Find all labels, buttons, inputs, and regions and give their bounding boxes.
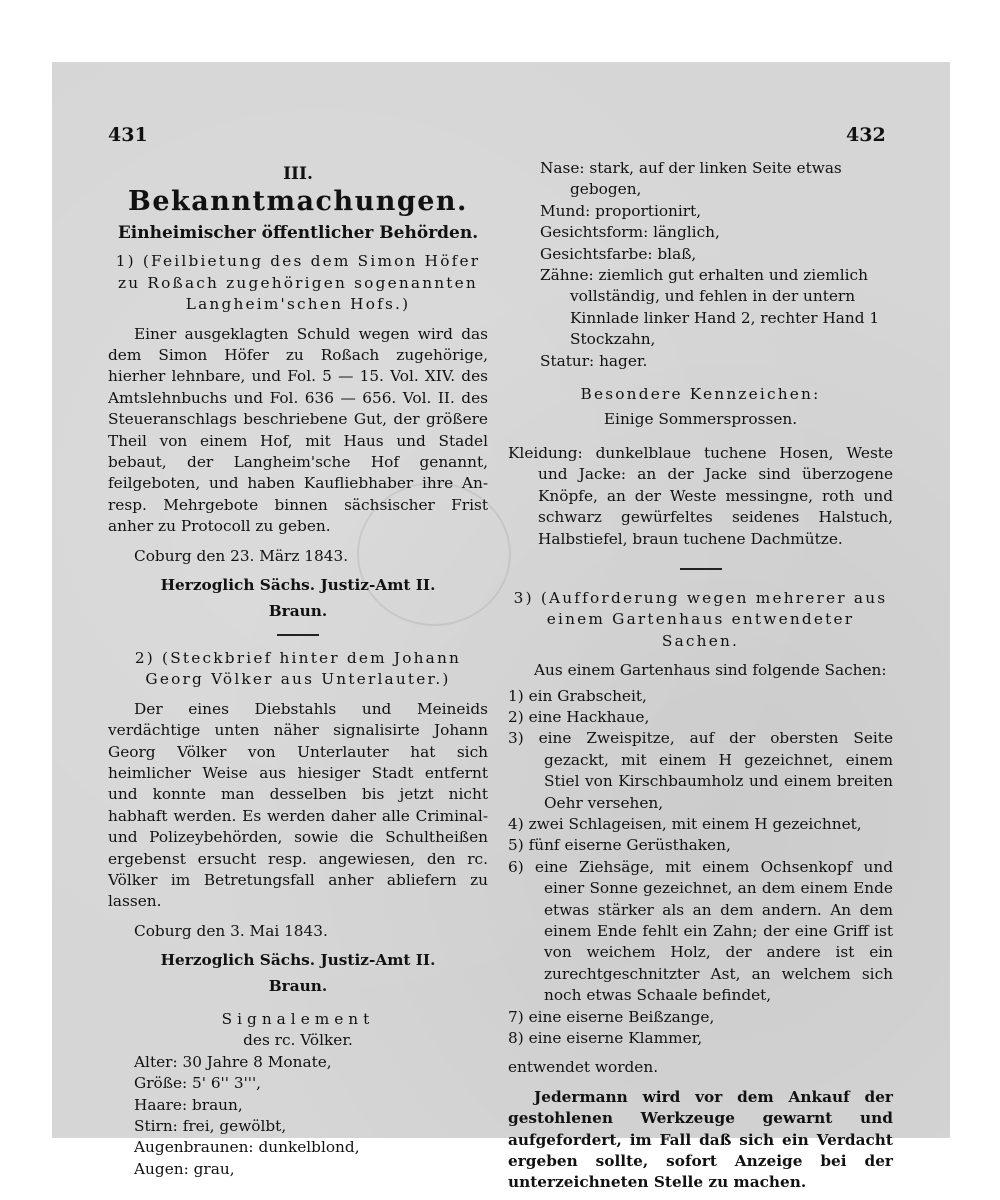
trait-line: Größe: 5' 6'' 3''',: [134, 1074, 262, 1093]
list-item: 2) eine Hackhaue,: [508, 707, 650, 726]
page-number-right: 432: [846, 124, 886, 146]
notice1-signature: Braun.: [268, 601, 328, 620]
list-item: 4) zwei Schlageisen, mit einem H gezeichnet,: [508, 814, 862, 833]
notice3-closing: Jedermann wird vor dem Ankauf der gestohlenen Werkzeuge gewarnt und aufgefordert, im Fall daß sich ein Verdacht ergeben sollte, sofort Anzeige bei der unterzeichneten Stelle zu machen.: [508, 1087, 893, 1192]
stolen-items-list: [508, 686, 893, 1050]
section-subtitle: Einheimischer öffentlicher Behörden.: [117, 223, 479, 244]
list-item: 6) eine Ziehsäge, mit einem Ochsenkopf und einer Sonne gezeichnet, an dem einem Ende etwas stärker als an dem andern. An dem einem Ende fehlt ein Zahn; der eine Griff ist von weichem Holz, der andere ist ein zurechtgeschnitzter Ast, an welchem sich noch etwas Schaale befindet,: [508, 857, 893, 1005]
trait-line: Gesichtsfarbe: blaß,: [540, 244, 697, 263]
list-item: 8) eine eiserne Klammer,: [508, 1029, 703, 1048]
clothing-description: Kleidung: dunkelblaue tuchene Hosen, Weste und Jacke: an der Jacke sind überzogene Knöpfe, an der Weste messingne, roth und schwarz gewürfeltes seidenes Halstuch, Halbstiefel, braun tuchene Dachmütze.: [508, 443, 893, 548]
trait-line: Mund: proportionirt,: [540, 201, 702, 220]
trait-line: Zähne: ziemlich gut erhalten und ziemlich vollständig, und fehlen in der untern Kinnlade linker Hand 2, rechter Hand 1 Stockzahn,: [540, 266, 880, 349]
divider-rule: [277, 634, 319, 636]
list-item: 7) eine eiserne Beißzange,: [508, 1007, 715, 1026]
notice2-office: Herzoglich Sächs. Justiz-Amt II.: [160, 951, 436, 970]
signalement-traits: [108, 1052, 488, 1180]
trait-line: Alter: 30 Jahre 8 Monate,: [134, 1052, 332, 1071]
notice3-heading: 3) (Aufforderung wegen mehrerer aus einem Gartenhaus entwendeter Sachen.: [513, 588, 888, 650]
signalement-title: Signalement: [221, 1010, 375, 1028]
left-column: [108, 158, 488, 1180]
trait-line: Stirn: frei, gewölbt,: [134, 1117, 287, 1136]
notice3-intro: Aus einem Gartenhaus sind folgende Sachen:: [534, 661, 887, 680]
signalement-traits-continued: [508, 158, 893, 372]
notice2-date: Coburg den 3. Mai 1843.: [134, 921, 328, 940]
notice1-body: Einer ausgeklagten Schuld wegen wird das dem Simon Höfer zu Roßach zugehörige, hierher lehnbare, und Fol. 5 — 15. Vol. XIV. des Amtslehnbuchs und Fol. 636 — 656. Vol. II. des Steueranschlags beschriebene Gut, der größere Theil von einem Hof, mit Haus und Stadel bebaut, der Langheim'sche Hof genannt, feilgeboten, und haben Kaufliebhaber ihre An- resp. Mehrgebote binnen sächsischer Frist anher zu Protocoll zu geben.: [108, 324, 488, 536]
notice1-heading: 1) (Feilbietung des dem Simon Höfer zu Roßach zugehörigen sogenannten Langheim'schen Hofs.): [115, 252, 481, 314]
page-number-left: 431: [108, 124, 148, 146]
section-number: III.: [283, 164, 313, 184]
list-item: 3) eine Zweispitze, auf der obersten Seite gezackt, mit einem H gezeichnet, einem Stiel von Kirschbaumholz und einem breiten Oehr versehen,: [508, 729, 893, 812]
special-marks: Einige Sommersprossen.: [603, 410, 798, 429]
signalement-subtitle: des rc. Völker.: [243, 1031, 353, 1050]
notice1-date: Coburg den 23. März 1843.: [134, 546, 349, 565]
divider-rule: [680, 568, 722, 570]
notice2-signature: Braun.: [268, 976, 328, 995]
trait-line: Gesichtsform: länglich,: [540, 223, 720, 242]
notice3-outro: entwendet worden.: [508, 1058, 659, 1077]
trait-line: Augenbraunen: dunkelblond,: [134, 1138, 360, 1157]
list-item: 1) ein Grabscheit,: [508, 686, 647, 705]
list-item: 5) fünf eiserne Gerüsthaken,: [508, 836, 731, 855]
notice2-heading: 2) (Steckbrief hinter dem Johann Georg Völker aus Unterlauter.): [134, 648, 462, 689]
right-column: [508, 158, 893, 1194]
section-title: Bekanntmachungen.: [128, 186, 468, 218]
notice1-office: Herzoglich Sächs. Justiz-Amt II.: [160, 576, 436, 595]
notice2-body: Der eines Diebstahls und Meineids verdächtige unten näher signalisirte Johann Georg Völker von Unterlauter hat sich heimlicher Weise aus hiesiger Stadt entfernt und konnte man desselben bis jetzt nicht habhaft werden. Es werden daher alle Criminal- und Polizeybehörden, sowie die Schultheißen ergebenst ersucht resp. angewiesen, den rc. Völker im Betretungsfall anher abliefern zu lassen.: [108, 699, 488, 911]
trait-line: Augen: grau,: [134, 1159, 235, 1178]
trait-line: Statur: hager.: [540, 351, 648, 370]
trait-line: Haare: braun,: [134, 1095, 243, 1114]
trait-line: Nase: stark, auf der linken Seite etwas gebogen,: [540, 159, 842, 199]
scanned-page-spread: [52, 62, 950, 1192]
special-marks-title: Besondere Kennzeichen:: [580, 385, 821, 404]
